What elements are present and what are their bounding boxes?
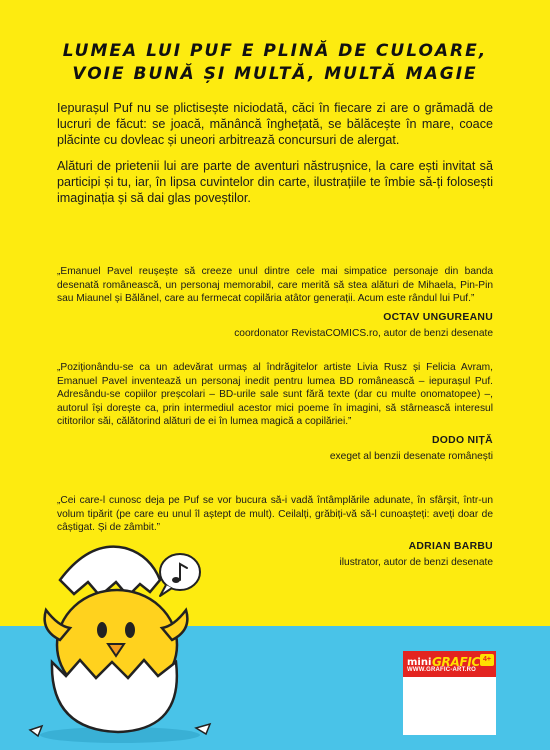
chick-eye-left xyxy=(97,622,107,638)
logo-mini-text: mini xyxy=(407,657,432,668)
shell-fragment xyxy=(196,724,210,734)
quote-text: „Emanuel Pavel reușește să creeze unul dintre cele mai simpatice personaje din banda desenată românească, un personaj memorabil, care merită să stea alături de Mihaela, Pin-Pin sau Miaunel și Bălănel, care au fermecat copilăria atâtor generații. Acum este rândul lui Puf.” xyxy=(57,266,493,304)
quote-author-role: ilustrator, autor de benzi desenate xyxy=(339,557,493,568)
headline-line-1: LUMEA LUI PUF E PLINĂ DE CULOARE, xyxy=(62,41,488,61)
quote-author: DODO NIȚĂ xyxy=(431,434,493,446)
headline-line-2: VOIE BUNĂ ȘI MULTĂ, MULTĂ MAGIE xyxy=(72,64,478,84)
chick-in-egg-illustration xyxy=(0,430,300,750)
age-badge: 4+ xyxy=(480,654,494,666)
quote-author: ADRIAN BARBU xyxy=(408,540,493,552)
intro-paragraph-1: Iepurașul Puf nu se plictisește niciodată, căci în fiecare zi are o grămadă de lucruri de făcut: se joacă, mănâncă înghețată, se bălăcește în mare, coace plăcinte cu dovleac și uneori arbitrează concursuri de alergat. xyxy=(57,101,493,147)
music-note-icon xyxy=(160,554,200,596)
eggshell-top xyxy=(60,547,160,596)
quote-author-role: exeget al benzii desenate românești xyxy=(329,451,493,462)
quote-text: „Poziționându-se ca un adevărat urmaș al îndrăgitelor artiste Livia Rusz și Felicia Avram, Emanuel Pavel inventează un personaj inedit pentru lumea BD românească – iepurașul Puf. Adresându-se copiilor preșcolari – BD-urile sale sunt fără texte (dar cu multe onomatopee) –, autorul își dorește ca, prin intermediul acestor mici poeme în imagini, să stârnească interesul cititorilor săi, călătorind alături de ei în lumea magică a copilăriei.” xyxy=(57,362,493,427)
quote-author-role: coordonator RevistaCOMICS.ro, autor de benzi desenate xyxy=(234,328,493,339)
quote-1 xyxy=(57,265,493,341)
publisher-logo xyxy=(403,651,496,735)
logo-grafic-text: GRAFIC xyxy=(432,655,481,669)
publisher-url: WWW.GRAFIC-ART.RO xyxy=(407,667,477,673)
intro-text xyxy=(57,100,493,216)
quote-author: OCTAV UNGUREANU xyxy=(383,311,493,323)
headline xyxy=(40,40,510,86)
logo-bar xyxy=(403,651,496,677)
quote-text: „Cei care-l cunosc deja pe Puf se vor bucura să-i vadă întâmplările adunate, în sfârșit, într-un volum tipărit (pe care eu unul îl aștept de mult). Ceilalți, grăbiți-vă să-l cunoașteți: aveți doar de câștigat. Și de zâmbit.” xyxy=(57,495,493,533)
intro-paragraph-2: Alături de prietenii lui are parte de aventuri năstrușnice, la care ești invitat să participi și tu, iar, în lipsa cuvintelor din carte, ilustrațiile te îmbie să-ți folosești imaginația și să dai glas poveștilor. xyxy=(57,159,493,205)
chick-eye-right xyxy=(125,622,135,638)
